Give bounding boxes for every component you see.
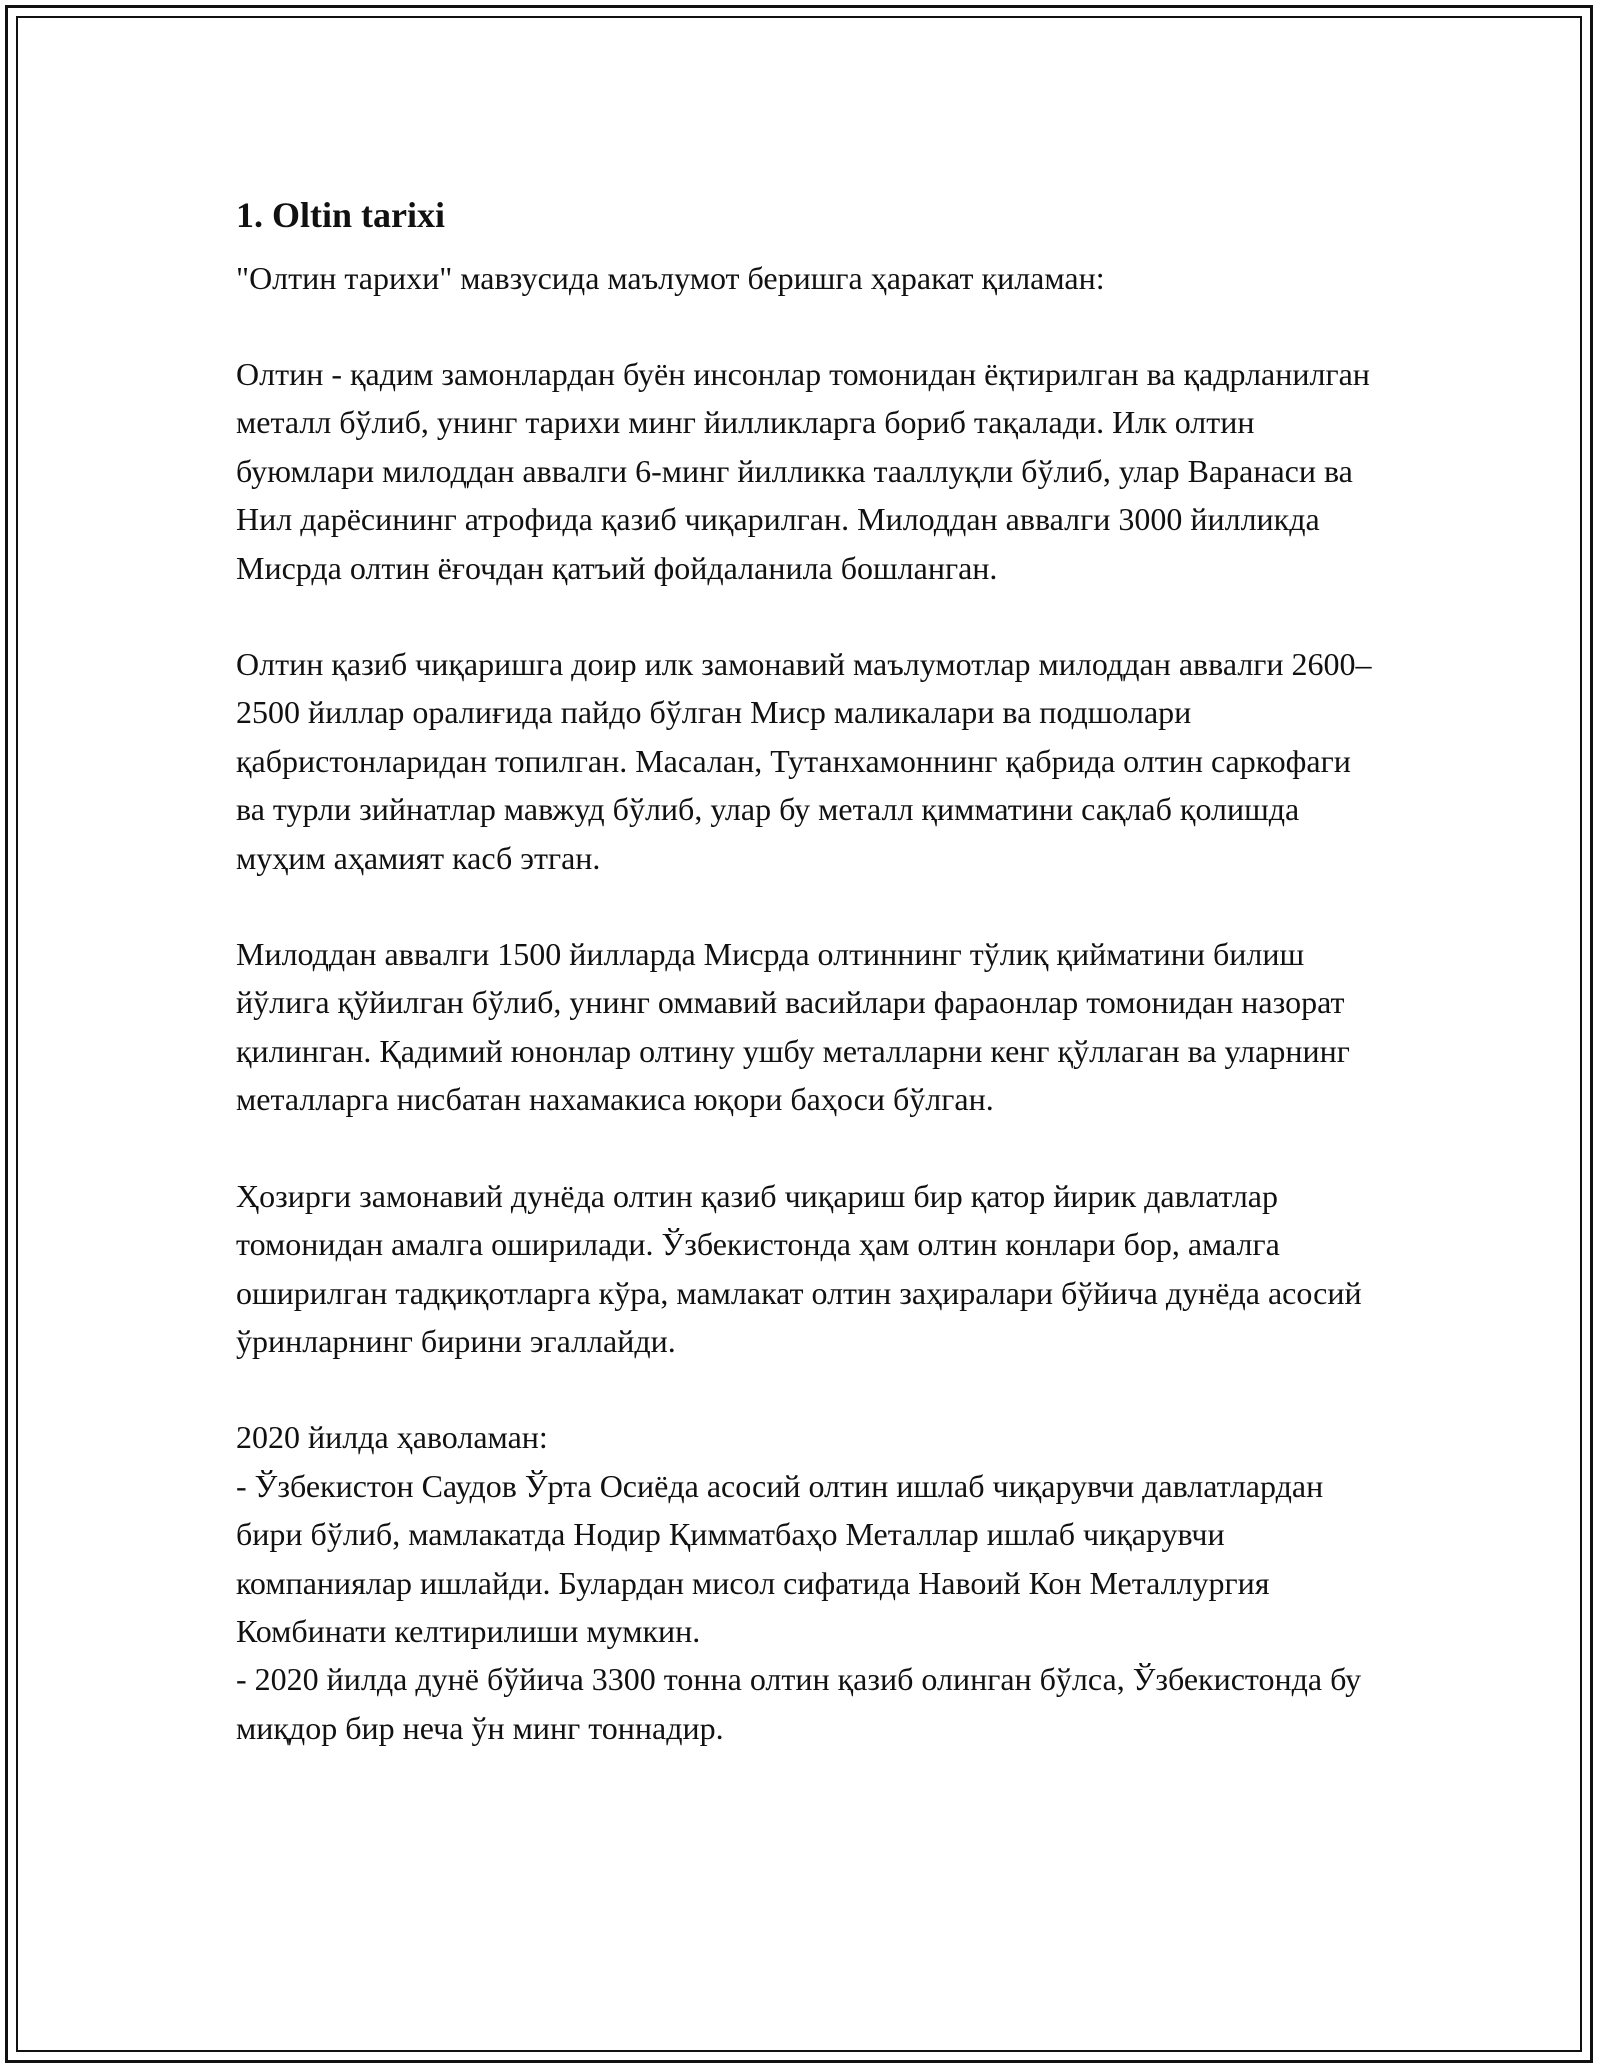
document-title: 1. Oltin tarixi [236,195,445,235]
list-item: - 2020 йилда дунё бўйича 3300 тонна олтин қазиб олинган бўлса, Ўзбекистонда бу миқдор бир неча ўн минг тоннадир. [236,1661,1362,1746]
paragraph-egypt-value: Милоддан аввалги 1500 йилларда Мисрда олтиннинг тўлиқ қийматини билиш йўлига қўйилган бўлиб, унинг оммавий васийлари фараонлар томонидан назорат қилинган. Қадимий юнонлар олтину ушбу металларни кенг қўллаган ва уларнинг металларга нисбатан нахамакиса юқори баҳоси бўлган. [236,936,1350,1118]
paragraph-egypt-tombs: Олтин қазиб чиқаришга доир илк замонавий маълумотлар милоддан аввалги 2600–2500 йиллар оралиғида пайдо бўлган Миср маликалари ва подшолари қабристонларидан топилган. Масалан, Тутанхамоннинг қабрида олтин саркофаги ва турли зийнатлар мавжуд бўлиб, улар бу металл қимматини сақлаб қолишда муҳим аҳамият касб этган. [236,646,1372,876]
final-block [236,1413,1386,1752]
document-body [236,186,1386,1752]
list-item: - Ўзбекистон Саудов Ўрта Осиёда асосий олтин ишлаб чиқарувчи давлатлардан бири бўлиб, мамлакатда Нодир Қимматбаҳо Металлар ишлаб чиқарувчи компаниялар ишлайди. Булардан мисол сифатида Навоий Кон Металлургия Комбинати келтирилиши мумкин. [236,1467,1324,1649]
intro-sentence: "Олтин тарихи" мавзусида маълумот беришга ҳаракат қиламан: [236,260,1105,296]
final-block-heading: 2020 йилда ҳаволаман: [236,1419,548,1456]
paragraph-modern-mining: Ҳозирги замонавий дунёда олтин қазиб чиқариш бир қатор йирик давлатлар томонидан амалга оширилади. Ўзбекистонда ҳам олтин конлари бор, амалга оширилган тадқиқотларга кўра, мамлакат олтин заҳиралари бўйича дунёда асосий ўринларнинг бирини эгаллайди. [236,1177,1362,1359]
paragraph-history-origins: Олтин - қадим замонлардан буён инсонлар томонидан ёқтирилган ва қадрланилган металл бўлиб, унинг тарихи минг йилликларга бориб тақалади. Илк олтин буюмлари милоддан аввалги 6-минг йилликка тааллуқли бўлиб, улар Варанаси ва Нил дарёсининг атрофида қазиб чиқарилган. Милоддан аввалги 3000 йилликда Мисрда олтин ёғочдан қатъий фойдаланила бошланган. [236,356,1370,586]
